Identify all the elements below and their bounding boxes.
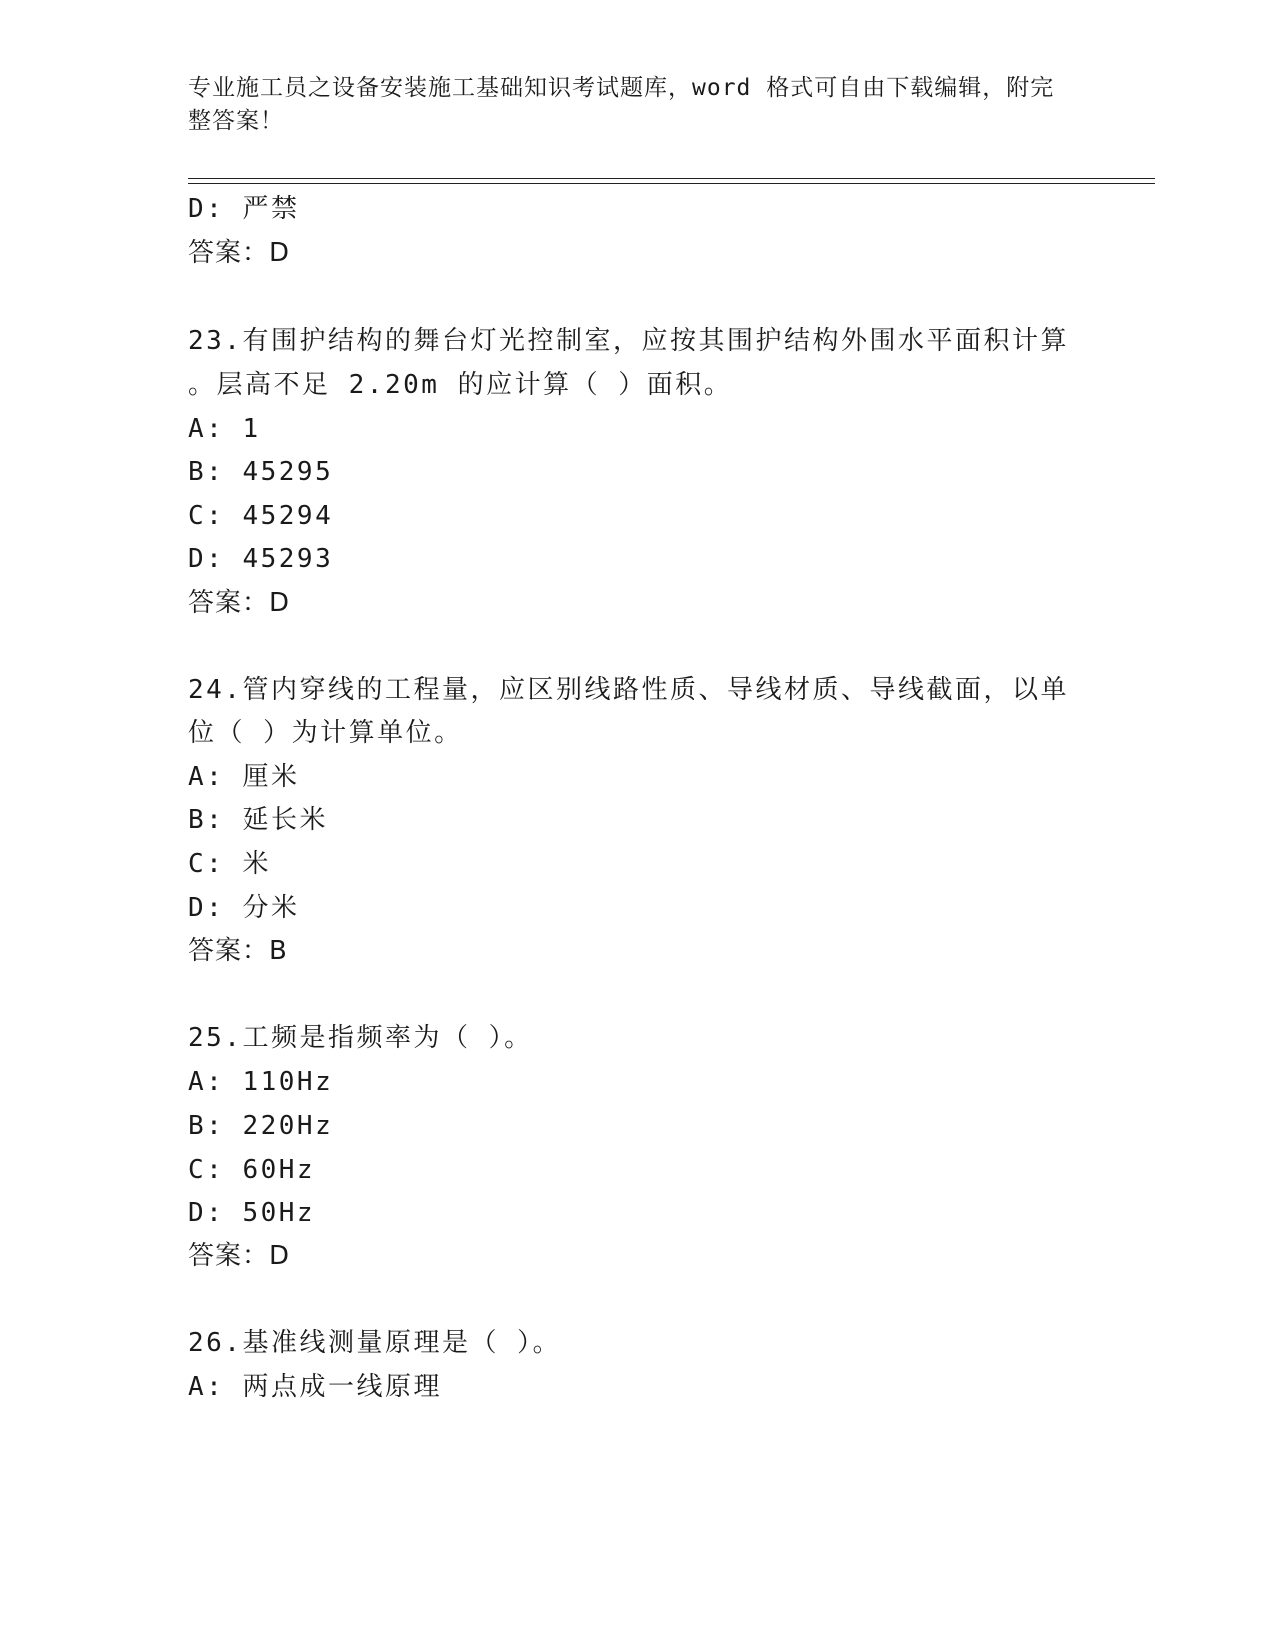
q26-stem-line-1: 26.基准线测量原理是（ ）。 [188, 1328, 562, 1358]
header-line-2: 整答案！ [188, 108, 284, 134]
prev-option-d: D: 严禁 [188, 194, 300, 224]
q25-answer: 答案：D [188, 1241, 291, 1271]
q25-option-c: C: 60Hz [188, 1155, 316, 1185]
header-divider-top [188, 178, 1155, 179]
q24-stem-line-2: 位（ ）为计算单位。 [188, 718, 463, 748]
q24-option-c: C: 米 [188, 849, 271, 879]
q25-option-b: B: 220Hz [188, 1111, 334, 1141]
q25-option-d: D: 50Hz [188, 1198, 316, 1228]
q24-stem-line-1: 24.管内穿线的工程量，应区别线路性质、导线材质、导线截面，以单 [188, 675, 1069, 705]
q25-stem-line-1: 25.工频是指频率为（ ）。 [188, 1023, 533, 1053]
q25-option-a: A: 110Hz [188, 1067, 334, 1097]
q26-option-a: A: 两点成一线原理 [188, 1372, 442, 1402]
q23-stem-line-2: 。层高不足 2.20m 的应计算（ ）面积。 [188, 370, 733, 400]
q24-option-a: A: 厘米 [188, 762, 300, 792]
q23-option-b: B: 45295 [188, 457, 334, 487]
q23-option-a: A: 1 [188, 414, 261, 444]
q23-stem-line-1: 23.有围护结构的舞台灯光控制室，应按其围护结构外围水平面积计算 [188, 326, 1069, 356]
document-header [188, 72, 1068, 138]
q23-option-d: D: 45293 [188, 544, 334, 574]
q24-option-d: D: 分米 [188, 893, 300, 923]
header-line-1: 专业施工员之设备安装施工基础知识考试题库，word 格式可自由下载编辑，附完 [188, 75, 1055, 101]
prev-answer: 答案：D [188, 238, 291, 268]
q24-answer: 答案：B [188, 936, 288, 966]
q23-option-c: C: 45294 [188, 501, 334, 531]
q24-option-b: B: 延长米 [188, 805, 328, 835]
header-divider-bottom [188, 183, 1155, 184]
q23-answer: 答案：D [188, 588, 291, 618]
